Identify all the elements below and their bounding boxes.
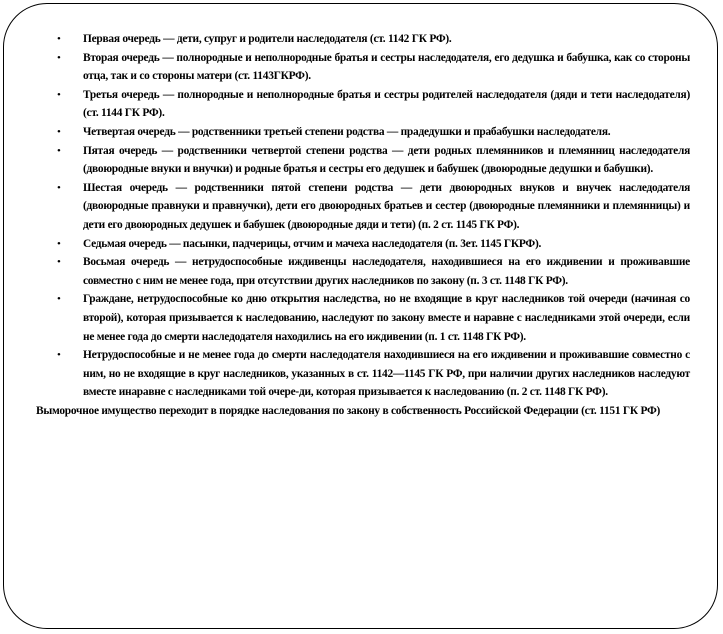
bullet-icon: • bbox=[57, 293, 61, 306]
list-item-text: Вторая очередь — полнородные и неполнородные братья и сестры наследодателя, его дедушка и бабушка, как со стороны отца, так и со стороны матери (ст. 1143ГКРФ). bbox=[83, 51, 690, 83]
closing-paragraph: Выморочное имущество переходит в порядке наследования по закону в собственность Российской Федерации (ст. 1151 ГК РФ) bbox=[36, 404, 661, 417]
list-item bbox=[36, 49, 690, 86]
list-item-text: Седьмая очередь — пасынки, падчерицы, отчим и мачеха наследодателя (п. 3ет. 1145 ГКРФ). bbox=[83, 237, 542, 250]
list-item-text: Восьмая очередь — нетрудоспособные иждивенцы наследодателя, находившиеся на его иждивении и проживавшие совместно с ним не менее года, при отсутствии других наследников по закону (п. 3 ст. 1148 ГК РФ). bbox=[83, 256, 690, 287]
list-item bbox=[36, 346, 690, 402]
bullet-icon: • bbox=[57, 237, 61, 250]
list-item bbox=[36, 30, 690, 49]
list-item bbox=[36, 253, 690, 290]
list-item-text: Четвертая очередь — родственники третьей степени родства — прадедушки и прабабушки наследодателя. bbox=[83, 125, 611, 138]
list-item bbox=[36, 290, 690, 346]
bullet-icon: • bbox=[57, 349, 61, 362]
list-item bbox=[36, 123, 690, 142]
bullet-icon: • bbox=[57, 125, 61, 138]
inheritance-order-list bbox=[36, 30, 690, 402]
list-item bbox=[36, 142, 690, 179]
bullet-icon: • bbox=[57, 181, 61, 194]
bullet-icon: • bbox=[57, 33, 61, 45]
document-body bbox=[36, 30, 690, 420]
bullet-icon: • bbox=[57, 256, 61, 269]
list-item-text: Нетрудоспособные и не менее года до смерти наследодателя находившиеся на его иждивении и проживавшие совместно с ним, но не входящие в круг наследников, указанных в ст. 1142—1145 ГК РФ, при наличии других наследников наследуют вместе инаравне с наследниками той очере-ди, которая призывается к наследованию (п. 2 ст. 1148 ГК РФ). bbox=[83, 349, 690, 399]
list-item bbox=[36, 179, 690, 235]
list-item-text: Третья очередь — полнородные и неполнородные братья и сестры родителей наследодателя (дяди и тети наследодателя) (ст. 1144 ГК РФ). bbox=[83, 88, 690, 120]
list-item bbox=[36, 235, 690, 254]
bullet-icon: • bbox=[57, 51, 61, 64]
list-item-text: Граждане, нетрудоспособные ко дню открытия наследства, но не входящие в круг наследников той очереди (начиная со второй), которая призывается к наследованию, наследуют по закону вместе и наравне с наследниками этой очереди, если не менее года до смерти наследодателя находились на его иждивении (п. 1 ст. 1148 ГК РФ). bbox=[83, 293, 690, 343]
bullet-icon: • bbox=[57, 144, 61, 157]
list-item bbox=[36, 86, 690, 123]
list-item-text: Первая очередь — дети, супруг и родители наследодателя (ст. 1142 ГК РФ). bbox=[83, 33, 452, 45]
list-item-text: Шестая очередь — родственники пятой степени родства — дети двоюродных внуков и внучек наследодателя (двоюродные правнуки и правнучки), дети его двоюродных братьев и сестер (двоюродные племянники и племянницы) и дети его двоюродных дедушек и бабушек (двоюродные дяди и тети) (п. 2 ст. 1145 ГК РФ). bbox=[83, 181, 690, 231]
list-item-text: Пятая очередь — родственники четвертой степени родства — дети родных племянников и племянниц наследодателя (двоюродные внуки и внучки) и родные братья и сестры его дедушек и бабушек (двоюродные дедушки и бабушки). bbox=[83, 144, 690, 176]
bullet-icon: • bbox=[57, 88, 61, 101]
